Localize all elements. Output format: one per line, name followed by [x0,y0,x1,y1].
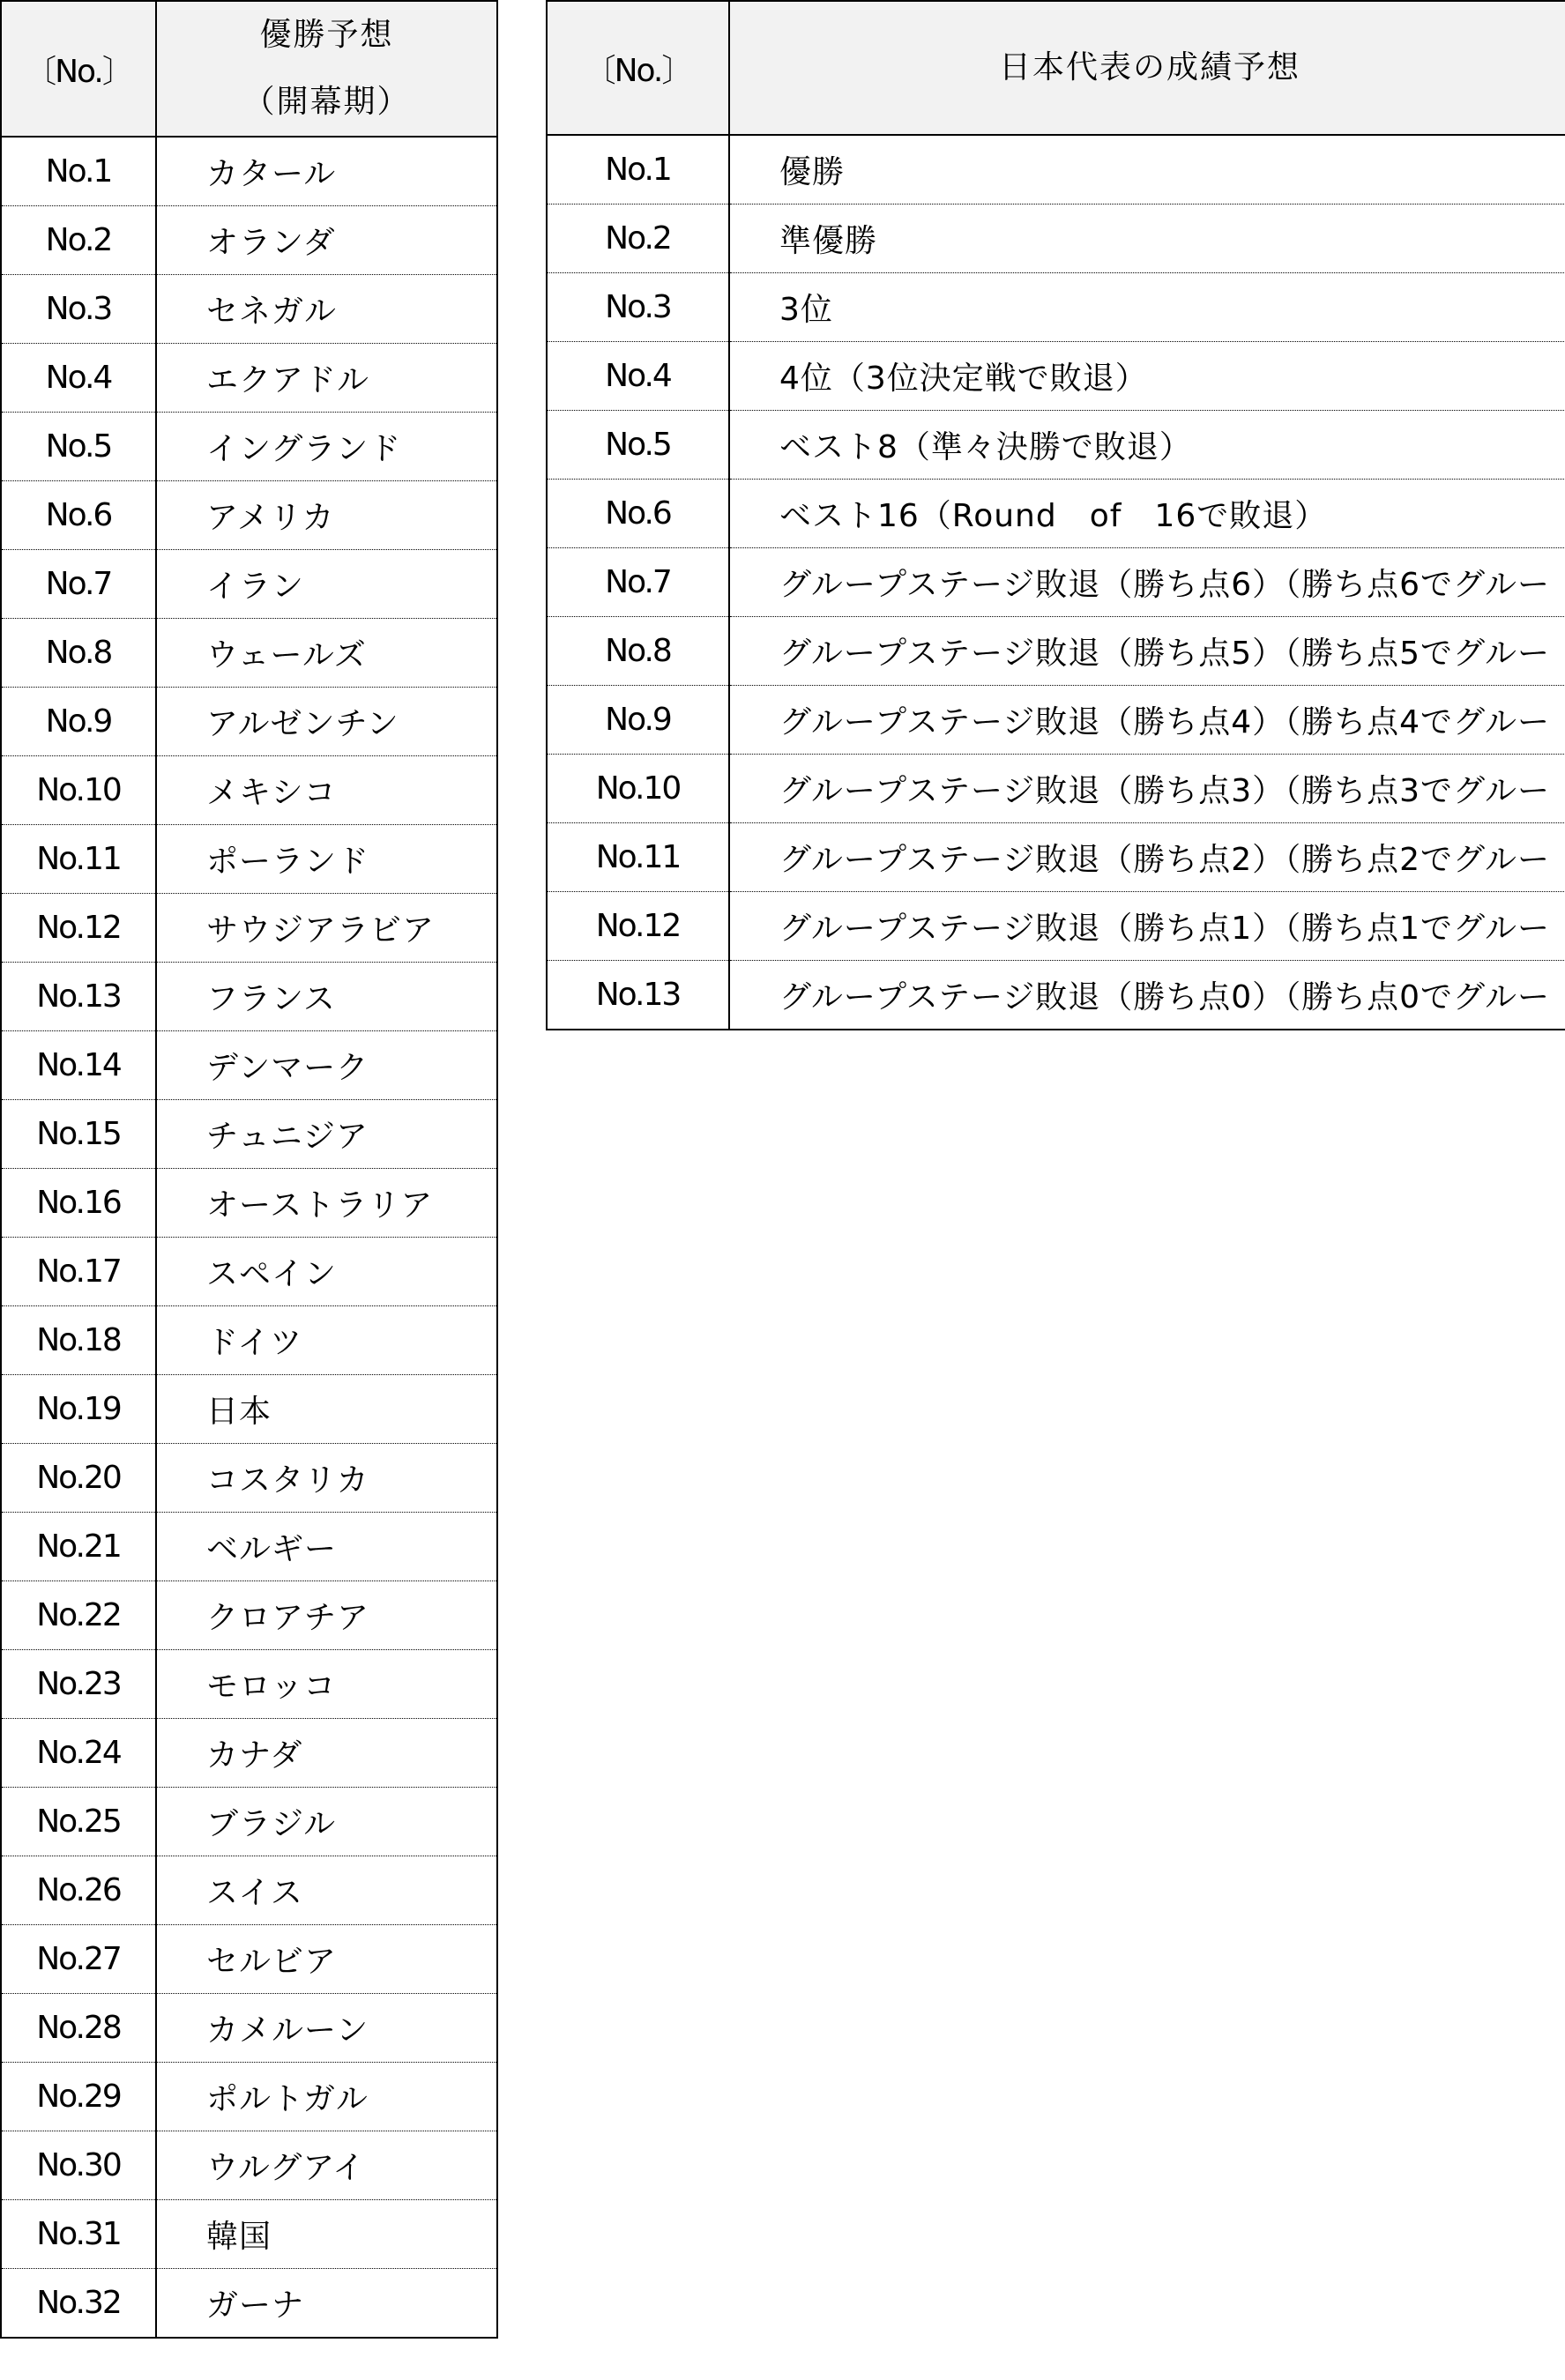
row-number-cell: No.18 [1,1306,156,1375]
table-row [547,755,1565,823]
row-number-cell: No.12 [1,894,156,963]
table-body [547,135,1565,1030]
row-number-cell: No.10 [1,756,156,825]
table-row [1,344,497,413]
table-row [1,1581,497,1650]
team-name-cell: ベルギー [156,1513,497,1581]
table-row [547,548,1565,617]
row-number-cell: No.21 [1,1513,156,1581]
table-row [1,1925,497,1994]
team-name-cell: オランダ [156,206,497,275]
row-number-cell: No.2 [1,206,156,275]
team-name-cell: スイス [156,1856,497,1925]
result-cell: 4位（3位決定戦で敗退） [729,342,1565,411]
table-row [1,1375,497,1444]
header-title-line1: 優勝予想 [259,17,394,53]
table-row [547,617,1565,686]
row-number-cell: No.24 [1,1719,156,1788]
team-name-cell: カメルーン [156,1994,497,2063]
row-number-cell: No.10 [547,755,729,823]
table-row [1,2063,497,2131]
row-number-cell: No.7 [547,548,729,617]
result-cell: グループステージ敗退（勝ち点2）（勝ち点2でグルー [729,823,1565,892]
table-row [1,1788,497,1856]
team-name-cell: カタール [156,137,497,206]
row-number-cell: No.27 [1,1925,156,1994]
team-name-cell: ガーナ [206,2287,305,2324]
team-name-cell: アルゼンチン [156,688,497,756]
header-title-text: 日本代表の成績予想 [998,49,1300,86]
table-row [1,688,497,756]
table-row [1,206,497,275]
team-name-cell: ウルグアイ [156,2131,497,2200]
row-number-cell: No.3 [1,275,156,344]
table-header-row [1,1,497,137]
header-title-line2: （開幕期） [242,84,411,120]
team-name-cell: ウェールズ [156,619,497,688]
table-row [547,135,1565,205]
row-number-cell: No.6 [547,480,729,548]
team-name-cell: オーストラリア [156,1169,497,1238]
result-cell: グループステージ敗退（勝ち点6）（勝ち点6でグルー [729,548,1565,617]
result-cell: グループステージ敗退（勝ち点3）（勝ち点3でグルー [729,755,1565,823]
row-number-cell: No.7 [1,550,156,619]
header-title [156,1,497,137]
team-name-cell: カナダ [156,1719,497,1788]
table-row [1,137,497,206]
table-row [1,413,497,481]
table-row [1,1994,497,2063]
row-number-cell: No.17 [1,1238,156,1306]
table-row [547,273,1565,342]
row-number-cell: No.1 [547,135,729,205]
table-row [1,550,497,619]
table-row [1,2131,497,2200]
team-name-cell: セネガル [156,275,497,344]
result-cell: ベスト8（準々決勝で敗退） [729,411,1565,480]
result-cell: 優勝 [729,135,1565,205]
row-number-cell: No.19 [1,1375,156,1444]
team-name-cell: エクアドル [156,344,497,413]
table-row [1,963,497,1031]
team-name-cell: ポルトガル [156,2063,497,2131]
team-name-cell: コスタリカ [156,1444,497,1513]
result-cell: 3位 [729,273,1565,342]
table-row [1,825,497,894]
row-number-cell: No.30 [1,2131,156,2200]
team-name-cell: スペイン [156,1238,497,1306]
team-name-cell: メキシコ [156,756,497,825]
row-number-cell: No.5 [547,411,729,480]
table-row [547,342,1565,411]
table-row [1,1719,497,1788]
table-row [547,686,1565,755]
row-number-cell: No.5 [1,413,156,481]
table-row [1,894,497,963]
result-cell: ベスト16（Round of 16で敗退） [729,480,1565,548]
team-name-cell: 日本 [156,1375,497,1444]
team-name-cell: クロアチア [156,1581,497,1650]
table-row [1,1169,497,1238]
team-name-cell: ポーランド [156,825,497,894]
row-number-cell: No.3 [547,273,729,342]
table-row [1,1238,497,1306]
row-number-cell: No.29 [1,2063,156,2131]
row-number-cell: No.12 [547,892,729,961]
result-cell: グループステージ敗退（勝ち点4）（勝ち点4でグルー [729,686,1565,755]
row-number-cell: No.11 [1,825,156,894]
result-cell: グループステージ敗退（勝ち点1）（勝ち点1でグルー [729,892,1565,961]
table-row [547,205,1565,273]
team-name-cell: ブラジル [156,1788,497,1856]
row-number-cell: No.20 [1,1444,156,1513]
row-number-cell: No.23 [1,1650,156,1719]
header-title [729,1,1565,135]
team-name-cell: イラン [156,550,497,619]
table-row [1,1100,497,1169]
row-number-cell: No.15 [1,1100,156,1169]
row-number-cell: No.6 [1,481,156,550]
row-number-cell: No.13 [547,961,729,1030]
row-number-cell: No.26 [1,1856,156,1925]
row-number-cell: No.13 [1,963,156,1031]
table-row [1,1306,497,1375]
table-header-row [547,1,1565,135]
row-number-cell: No.31 [1,2200,156,2269]
row-number-cell: No.22 [1,1581,156,1650]
japan-result-prediction-table [546,0,1565,1030]
header-no: 〔No.〕 [547,1,729,135]
table-row [1,1856,497,1925]
table-row [1,275,497,344]
table-row [547,480,1565,548]
result-cell: グループステージ敗退（勝ち点0）（勝ち点0でグルー [779,979,1550,1015]
table-row [1,1650,497,1719]
team-name-cell: イングランド [156,413,497,481]
team-name-cell: フランス [156,963,497,1031]
team-name-cell: デンマーク [156,1031,497,1100]
row-number-cell: No.16 [1,1169,156,1238]
winner-prediction-table [0,0,498,2339]
row-number-cell: No.4 [1,344,156,413]
team-name-cell: モロッコ [156,1650,497,1719]
table-row [547,411,1565,480]
row-number-cell: No.2 [547,205,729,273]
row-number-cell: No.1 [1,137,156,206]
table-row [1,481,497,550]
result-cell: グループステージ敗退（勝ち点5）（勝ち点5でグルー [729,617,1565,686]
table-row [547,961,1565,1030]
row-number-cell: No.14 [1,1031,156,1100]
table-row [1,2269,497,2339]
table-row [547,823,1565,892]
row-number-cell: No.25 [1,1788,156,1856]
table-body [1,137,497,2338]
row-number-cell: No.9 [547,686,729,755]
table-row [547,892,1565,961]
row-number-cell: No.32 [1,2269,156,2339]
team-name-cell: サウジアラビア [156,894,497,963]
result-cell: 準優勝 [729,205,1565,273]
table-row [1,1513,497,1581]
table-row [1,1031,497,1100]
table-row [1,619,497,688]
team-name-cell: セルビア [156,1925,497,1994]
table-row [1,756,497,825]
row-number-cell: No.9 [1,688,156,756]
team-name-cell: チュニジア [156,1100,497,1169]
table-row [1,1444,497,1513]
team-name-cell: アメリカ [156,481,497,550]
row-number-cell: No.28 [1,1994,156,2063]
header-no: 〔No.〕 [1,1,156,137]
row-number-cell: No.8 [1,619,156,688]
team-name-cell: 韓国 [156,2200,497,2269]
table-row [1,2200,497,2269]
row-number-cell: No.4 [547,342,729,411]
row-number-cell: No.8 [547,617,729,686]
row-number-cell: No.11 [547,823,729,892]
team-name-cell: ドイツ [156,1306,497,1375]
